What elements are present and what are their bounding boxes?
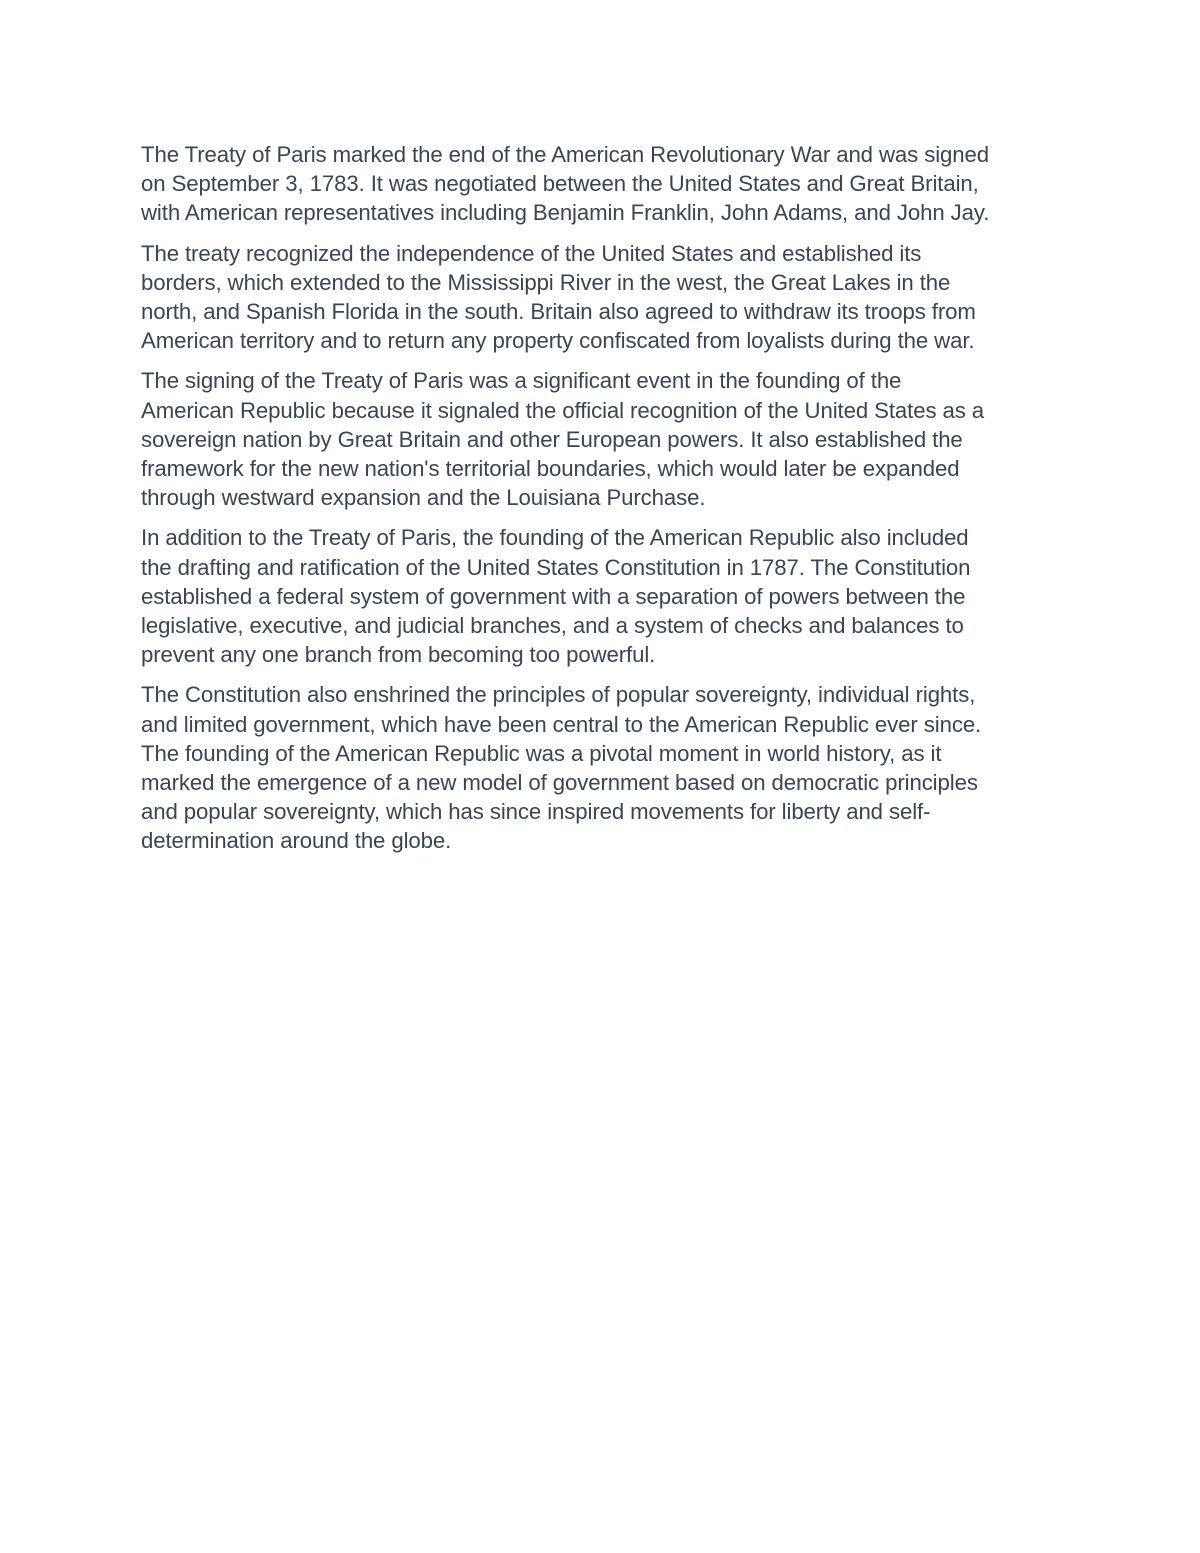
paragraph-constitution-principles: The Constitution also enshrined the principles of popular sovereignty, individual rights, and limited government, which have been central to the American Republic ever since. The founding of the American Republic was a pivotal moment in world history, as it marked the emergence of a new model of government based on democratic principles and popular sovereignty, which has since inspired movements for liberty and self- determination around the globe. xyxy=(141,682,982,854)
paragraph-constitution: In addition to the Treaty of Paris, the founding of the American Republic also included the drafting and ratification of the United States Constitution in 1787. The Constitution established a federal system of government with a separation of powers between the legislative, executive, and judicial branches, and a system of checks and balances to prevent any one branch from becoming too powerful. xyxy=(141,525,971,668)
paragraph-treaty-signing: The Treaty of Paris marked the end of the American Revolutionary War and was signed on September 3, 1783. It was negotiated between the United States and Great Britain, with American representatives including Benjamin Franklin, John Adams, and John Jay. xyxy=(141,142,990,226)
paragraph-treaty-significance: The signing of the Treaty of Paris was a significant event in the founding of the American Republic because it signaled the official recognition of the United States as a sovereign nation by Great Britain and other European powers. It also established the framework for the new nation's territorial boundaries, which would later be expanded through westward expansion and the Louisiana Purchase. xyxy=(141,368,985,511)
document-body xyxy=(141,140,1071,867)
paragraph-treaty-terms: The treaty recognized the independence of the United States and established its borders, which extended to the Mississippi River in the west, the Great Lakes in the north, and Spanish Florida in the south. Britain also agreed to withdraw its troops from American territory and to return any property confiscated from loyalists during the war. xyxy=(141,240,976,354)
